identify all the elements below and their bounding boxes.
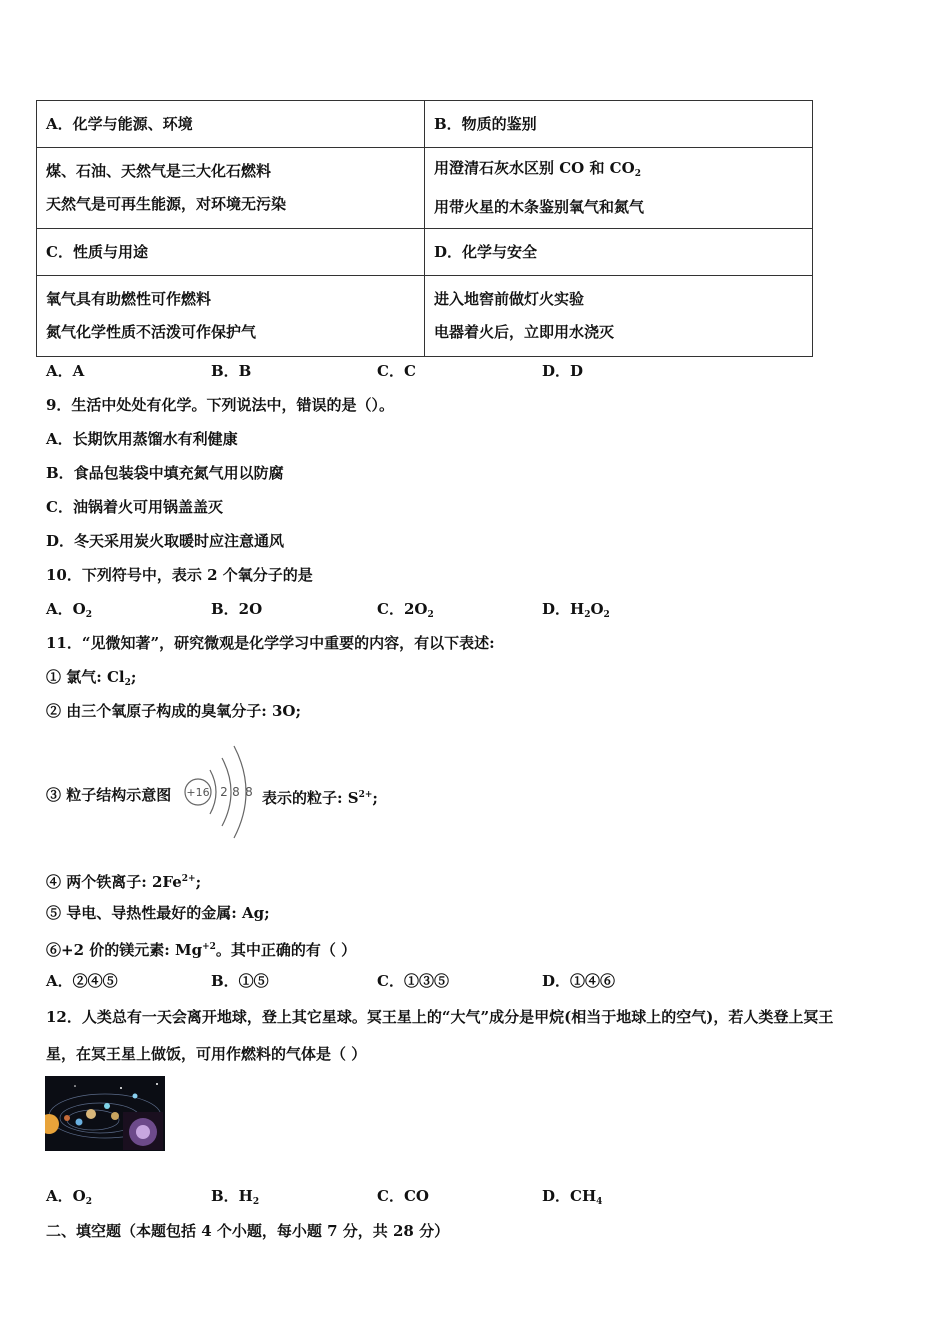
q9-option-a[interactable]: A．长期饮用蒸馏水有利健康 [46, 430, 238, 448]
q10-option-b[interactable]: B．2O [211, 600, 263, 618]
q8-table [36, 100, 813, 357]
q11-statement-3-prefix: ③ 粒子结构示意图 [46, 786, 172, 804]
q11-statement-2: ② 由三个氧原子构成的臭氧分子: 3O; [46, 702, 302, 720]
q10-option-a[interactable]: A．$O_2$ [46, 600, 92, 620]
b-line1: 用澄清石灰水区别 CO 和 $CO_2$ [434, 159, 641, 179]
q8-option-a[interactable]: A．A [46, 362, 85, 380]
q12-stem-line1: 12．人类总有一天会离开地球，登上其它星球。冥王星上的“大气”成分是甲烷(相当于地球上的空气)，若人类登上冥王 [46, 1008, 834, 1026]
q11-option-c[interactable]: C．①③⑤ [377, 972, 449, 990]
d-line1: 进入地窖前做灯火实验 [434, 290, 585, 308]
q8-option-c[interactable]: C．C [377, 362, 416, 380]
cell-a-title: A．化学与能源、环境 [37, 101, 425, 148]
b-line2: 用带火星的木条鉴别氧气和氮气 [434, 198, 645, 216]
q11-statement-4: ④ 两个铁离子: $2Fe^{2+}$; [46, 873, 202, 891]
nucleus-charge: +16 [186, 786, 210, 799]
q11-option-a[interactable]: A．②④⑤ [46, 972, 118, 990]
q11-option-b[interactable]: B．①⑤ [211, 972, 269, 990]
q10-option-c[interactable]: C．$2O_2$ [377, 600, 434, 620]
cell-b-body [425, 148, 813, 229]
section-2-heading: 二、填空题（本题包括 4 个小题，每小题 7 分，共 28 分） [46, 1222, 450, 1240]
solar-system-image [45, 1076, 165, 1151]
shell-count-1: 2 [220, 785, 228, 799]
shell-count-3: 8 [245, 785, 253, 799]
q11-stem: 11．“见微知著”，研究微观是化学学习中重要的内容，有以下表述: [46, 634, 495, 652]
cell-a-body [37, 148, 425, 229]
a-line2: 天然气是可再生能源，对环境无污染 [46, 195, 287, 213]
c-line1: 氧气具有助燃性可作燃料 [46, 290, 212, 308]
d-line2: 电器着火后，立即用水浇灭 [434, 323, 615, 341]
q10-stem: 10．下列符号中，表示 2 个氧分子的是 [46, 566, 313, 584]
q11-statement-5: ⑤ 导电、导热性最好的金属: Ag; [46, 904, 270, 922]
shell-count-2: 8 [232, 785, 240, 799]
q9-option-c[interactable]: C．油锅着火可用锅盖盖灭 [46, 498, 223, 516]
q9-stem: 9．生活中处处有化学。下列说法中，错误的是（）。 [46, 396, 394, 414]
q11-statement-3-suffix: 表示的粒子: $S^{2+}$; [262, 789, 378, 807]
q10-option-d[interactable]: D．$H_2O_2$ [542, 600, 610, 620]
cell-c-body [37, 276, 425, 357]
atom-structure-diagram [180, 740, 260, 840]
cell-d-body [425, 276, 813, 357]
q12-option-c[interactable]: C．CO [377, 1187, 429, 1205]
cell-c-title: C．性质与用途 [37, 229, 425, 276]
a-line1: 煤、石油、天然气是三大化石燃料 [46, 162, 272, 180]
q9-option-b[interactable]: B．食品包装袋中填充氮气用以防腐 [46, 464, 284, 482]
q12-option-b[interactable]: B．$H_2$ [211, 1187, 260, 1207]
cell-b-title: B．物质的鉴别 [425, 101, 813, 148]
c-line2: 氮气化学性质不活泼可作保护气 [46, 323, 257, 341]
q8-option-b[interactable]: B．B [211, 362, 252, 380]
q11-option-d[interactable]: D．①④⑥ [542, 972, 616, 990]
q8-option-d[interactable]: D．D [542, 362, 584, 380]
q9-option-d[interactable]: D．冬天采用炭火取暖时应注意通风 [46, 532, 285, 550]
q12-option-a[interactable]: A．$O_2$ [46, 1187, 92, 1207]
cell-d-title: D．化学与安全 [425, 229, 813, 276]
q11-statement-1: ① 氯气: $Cl_2$; [46, 668, 137, 688]
q11-statement-6: ⑥+2 价的镁元素: $Mg^{+2}$。其中正确的有（ ） [46, 941, 357, 959]
q12-stem-line2: 星，在冥王星上做饭，可用作燃料的气体是（ ） [46, 1045, 367, 1063]
q12-option-d[interactable]: D．$CH_4$ [542, 1187, 603, 1207]
